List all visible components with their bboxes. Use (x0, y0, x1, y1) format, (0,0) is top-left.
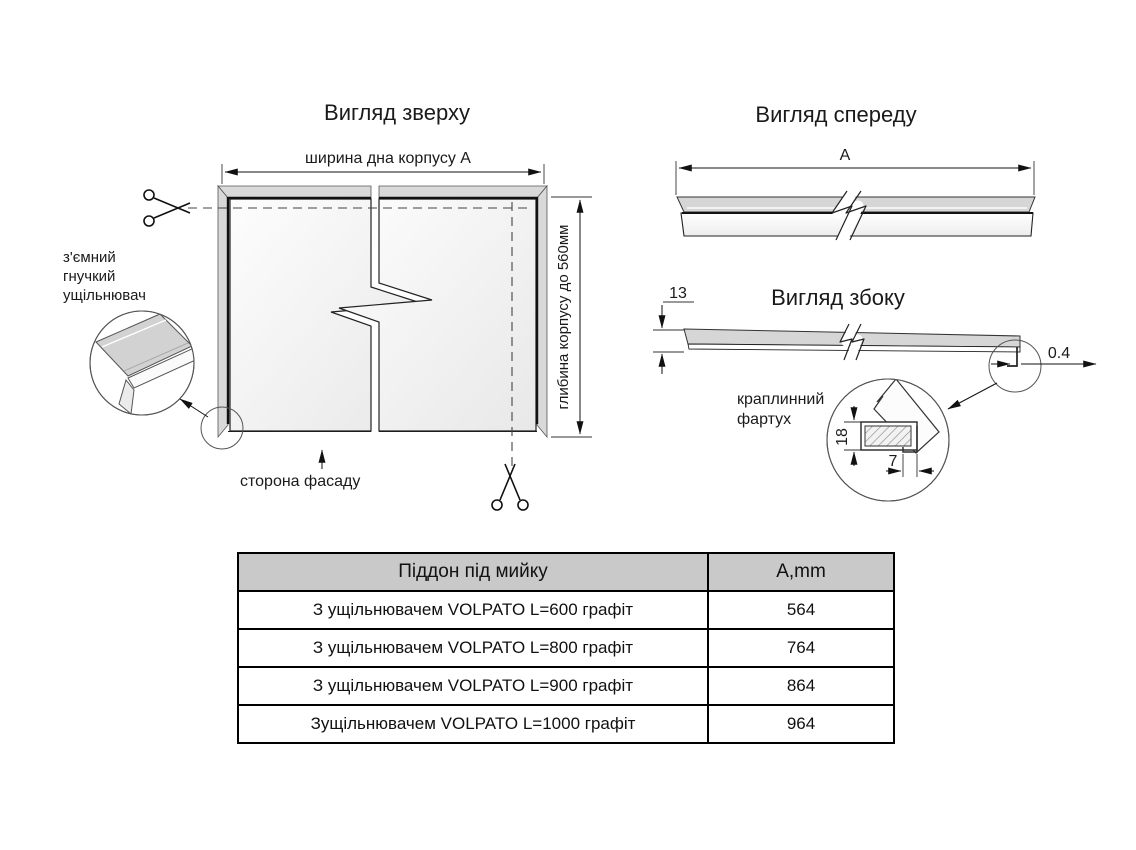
callout-arrow (948, 383, 997, 409)
top-view-title: Вигляд зверху (324, 100, 470, 125)
apron-label: фартух (737, 411, 792, 428)
table-header-row (238, 553, 894, 591)
seal-callout-label: ущільнювач (63, 287, 146, 304)
table-row (238, 629, 894, 667)
top-view (63, 100, 592, 510)
callout-arrow (180, 399, 208, 417)
dimension-value-cell: 564 (708, 591, 894, 629)
front-view (676, 102, 1035, 240)
seal-callout-label: з'ємний (63, 249, 116, 266)
product-name-cell: З ущільнювачем VOLPATO L=900 графіт (238, 667, 708, 705)
apron-label: краплинний (737, 391, 825, 408)
dim-7-label: 7 (888, 453, 898, 470)
seal-strip-top-left (218, 186, 371, 198)
facade-side-label: сторона фасаду (240, 473, 361, 490)
dim-0-4-label: 0.4 (1047, 345, 1071, 362)
depth-dimension-label: глибина корпусу до 560мм (555, 224, 572, 410)
front-dim-a-label: A (839, 147, 851, 164)
side-view (653, 285, 1096, 501)
front-view-title: Вигляд спереду (755, 102, 917, 127)
product-name-cell: З ущільнювачем VOLPATO L=600 графіт (238, 591, 708, 629)
dimension-value-cell: 964 (708, 705, 894, 743)
dimension-value-cell: 864 (708, 667, 894, 705)
dim-18-label: 18 (834, 428, 851, 446)
seal-strip-right (537, 186, 547, 437)
spec-table (237, 552, 895, 744)
seal-strip-left (218, 186, 228, 437)
table-header-product: Піддон під мийку (238, 553, 708, 591)
side-view-title: Вигляд збоку (771, 285, 905, 310)
product-name-cell: З ущільнювачем VOLPATO L=800 графіт (238, 629, 708, 667)
scissors-icon (144, 190, 190, 226)
table-row (238, 705, 894, 743)
dim-13-label: 13 (669, 285, 687, 302)
product-name-cell: Зущільнювачем VOLPATO L=1000 графіт (238, 705, 708, 743)
seal-strip-top-right (379, 186, 547, 198)
scissors-icon (492, 464, 528, 510)
seal-callout-label: гнучкий (63, 268, 116, 285)
table-row (238, 591, 894, 629)
table-row (238, 667, 894, 705)
width-dimension-label: ширина дна корпусу А (305, 150, 471, 167)
dimension-value-cell: 764 (708, 629, 894, 667)
table-header-amm: A,mm (708, 553, 894, 591)
